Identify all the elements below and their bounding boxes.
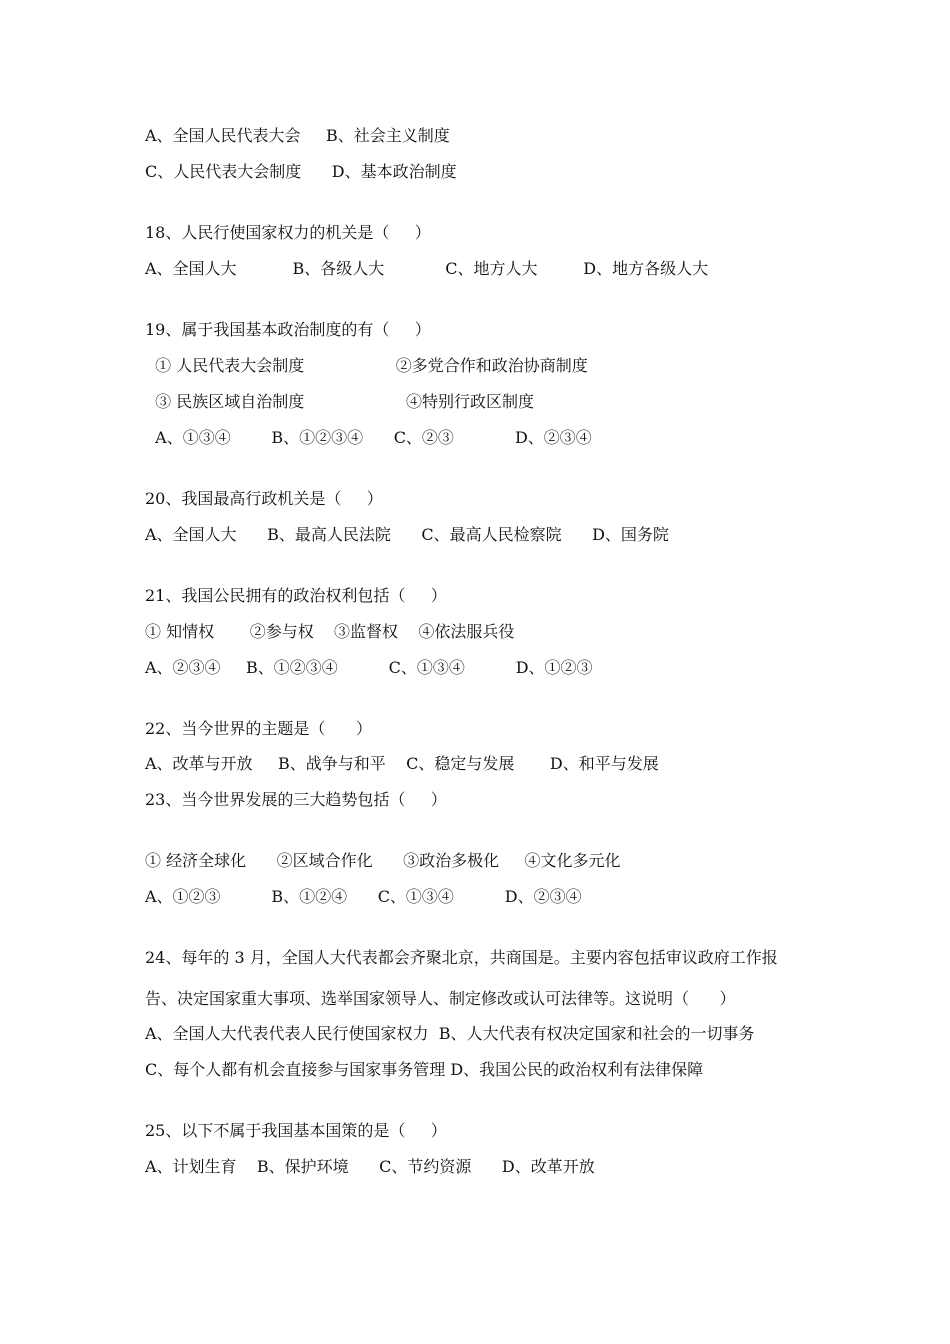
q25-options: A、计划生育 B、保护环境 C、节约资源 D、改革开放 <box>145 1157 595 1176</box>
q20-question: 20、我国最高行政机关是（ ） <box>145 489 383 508</box>
q22-options: A、改革与开放 B、战争与和平 C、稳定与发展 D、和平与发展 <box>145 754 659 773</box>
q17-options-cd: C、人民代表大会制度 D、基本政治制度 <box>145 162 457 181</box>
q18-options: A、全国人大 B、各级人大 C、地方人大 D、地方各级人大 <box>145 259 709 278</box>
q23-items: ① 经济全球化 ②区域合作化 ③政治多极化 ④文化多元化 <box>145 851 621 870</box>
q23-options: A、①②③ B、①②④ C、①③④ D、②③④ <box>145 887 582 906</box>
q21-items: ① 知情权 ②参与权 ③监督权 ④依法服兵役 <box>145 622 515 641</box>
q21-options: A、②③④ B、①②③④ C、①③④ D、①②③ <box>145 658 593 677</box>
q24-question-line2: 告、决定国家重大事项、选举国家领导人、制定修改或认可法律等。这说明（ ） <box>145 989 736 1008</box>
q19-question: 19、属于我国基本政治制度的有（ ） <box>145 320 431 339</box>
q21-question: 21、我国公民拥有的政治权利包括（ ） <box>145 586 447 605</box>
q20-options: A、全国人大 B、最高人民法院 C、最高人民检察院 D、国务院 <box>145 525 669 544</box>
q25-question: 25、以下不属于我国基本国策的是（ ） <box>145 1121 447 1140</box>
q24-question-line1: 24、每年的 3 月，全国人大代表都会齐聚北京，共商国是。主要内容包括审议政府工作报 <box>145 948 778 967</box>
q18-question: 18、人民行使国家权力的机关是（ ） <box>145 223 431 242</box>
q19-options: A、①③④ B、①②③④ C、②③ D、②③④ <box>145 428 592 447</box>
q22-question: 22、当今世界的主题是（ ） <box>145 719 372 738</box>
q19-items-34: ③ 民族区域自治制度 ④特别行政区制度 <box>145 392 534 411</box>
q23-question: 23、当今世界发展的三大趋势包括（ ） <box>145 790 447 809</box>
q17-options-ab: A、全国人民代表大会 B、社会主义制度 <box>145 126 450 145</box>
q24-options-cd: C、每个人都有机会直接参与国家事务管理 D、我国公民的政治权利有法律保障 <box>145 1060 704 1079</box>
q19-items-12: ① 人民代表大会制度 ②多党合作和政治协商制度 <box>145 356 588 375</box>
q24-options-ab: A、全国人大代表代表人民行使国家权力 B、人大代表有权决定国家和社会的一切事务 <box>145 1024 755 1043</box>
